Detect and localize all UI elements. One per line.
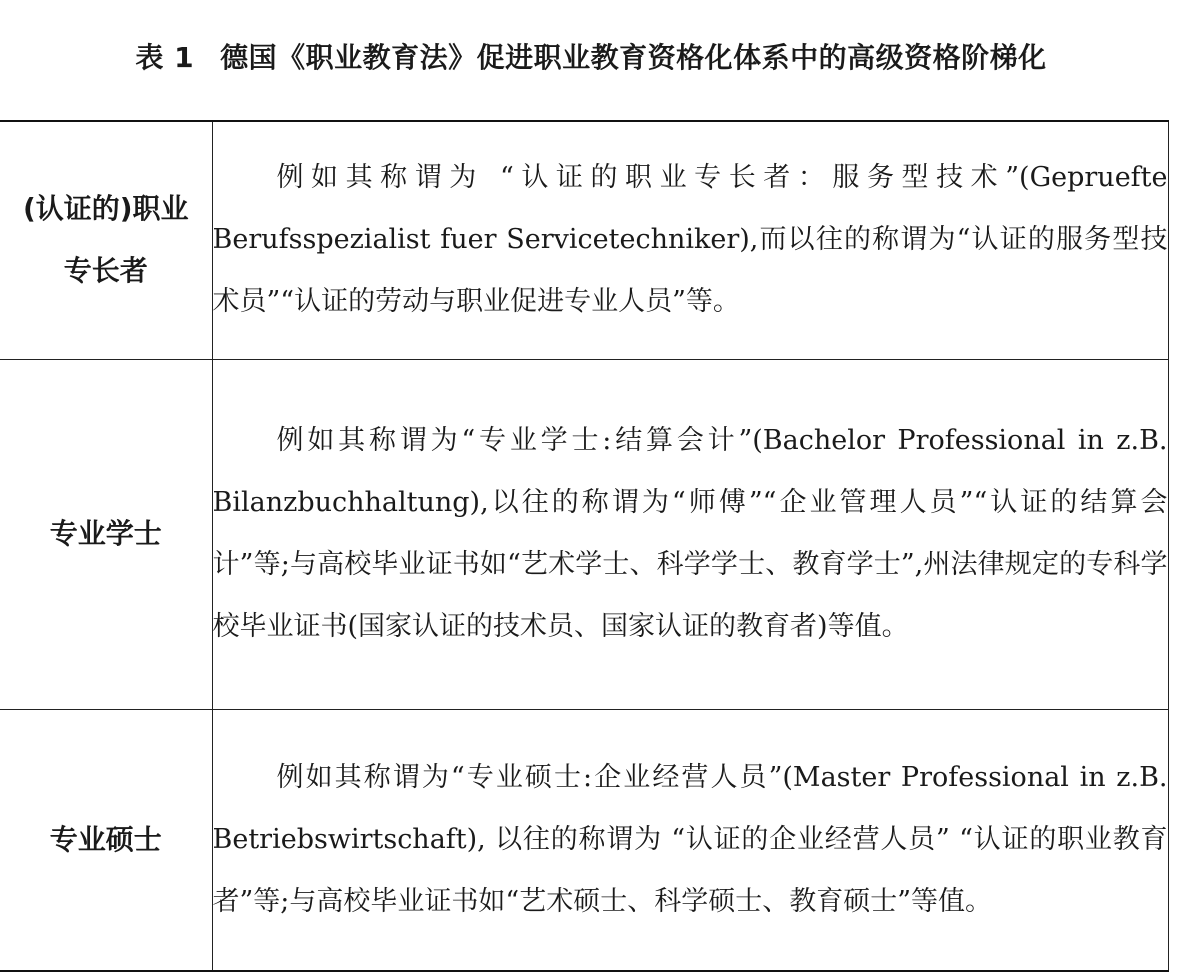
description-cell (212, 121, 1168, 359)
table-number: 表 1 (135, 41, 195, 74)
term-label: (认证的)职业专长者 (22, 192, 189, 288)
description-text: 例如其称谓为 “认证的职业专长者：服务型技术”(Gepruefte Berufsspezialist fuer Servicetechniker),而以往的称谓为“认证的服务型技术员”“认证的劳动与职业促进专业人员”等。 (212, 162, 1168, 318)
description-cell (212, 359, 1168, 709)
term-cell (0, 359, 212, 709)
qualification-table (0, 120, 1169, 972)
table-row (0, 709, 1168, 971)
description-cell (212, 709, 1168, 971)
table-row (0, 121, 1168, 359)
term-label: 专业硕士 (49, 822, 162, 856)
description-text: 例如其称谓为“专业学士:结算会计”(Bachelor Professional in z.B. Bilanzbuchhaltung),以往的称谓为“师傅”“企业管理人员”“认证的结算会计”等;与高校毕业证书如“艺术学士、科学学士、教育学士”,州法律规定的专科学校毕业证书(国家认证的技术员、国家认证的教育者)等值。 (212, 425, 1168, 642)
description-text: 例如其称谓为“专业硕士:企业经营人员”(Master Professional in z.B. Betriebswirtschaft), 以往的称谓为 “认证的企业经营人员” “认证的职业教育者”等;与高校毕业证书如“艺术硕士、科学硕士、教育硕士”等值。 (212, 761, 1168, 917)
term-cell (0, 121, 212, 359)
table-row (0, 359, 1168, 709)
table-caption (0, 38, 1182, 78)
term-label: 专业学士 (49, 517, 162, 550)
term-cell (0, 709, 212, 971)
table-title: 德国《职业教育法》促进职业教育资格化体系中的高级资格阶梯化 (220, 41, 1047, 74)
